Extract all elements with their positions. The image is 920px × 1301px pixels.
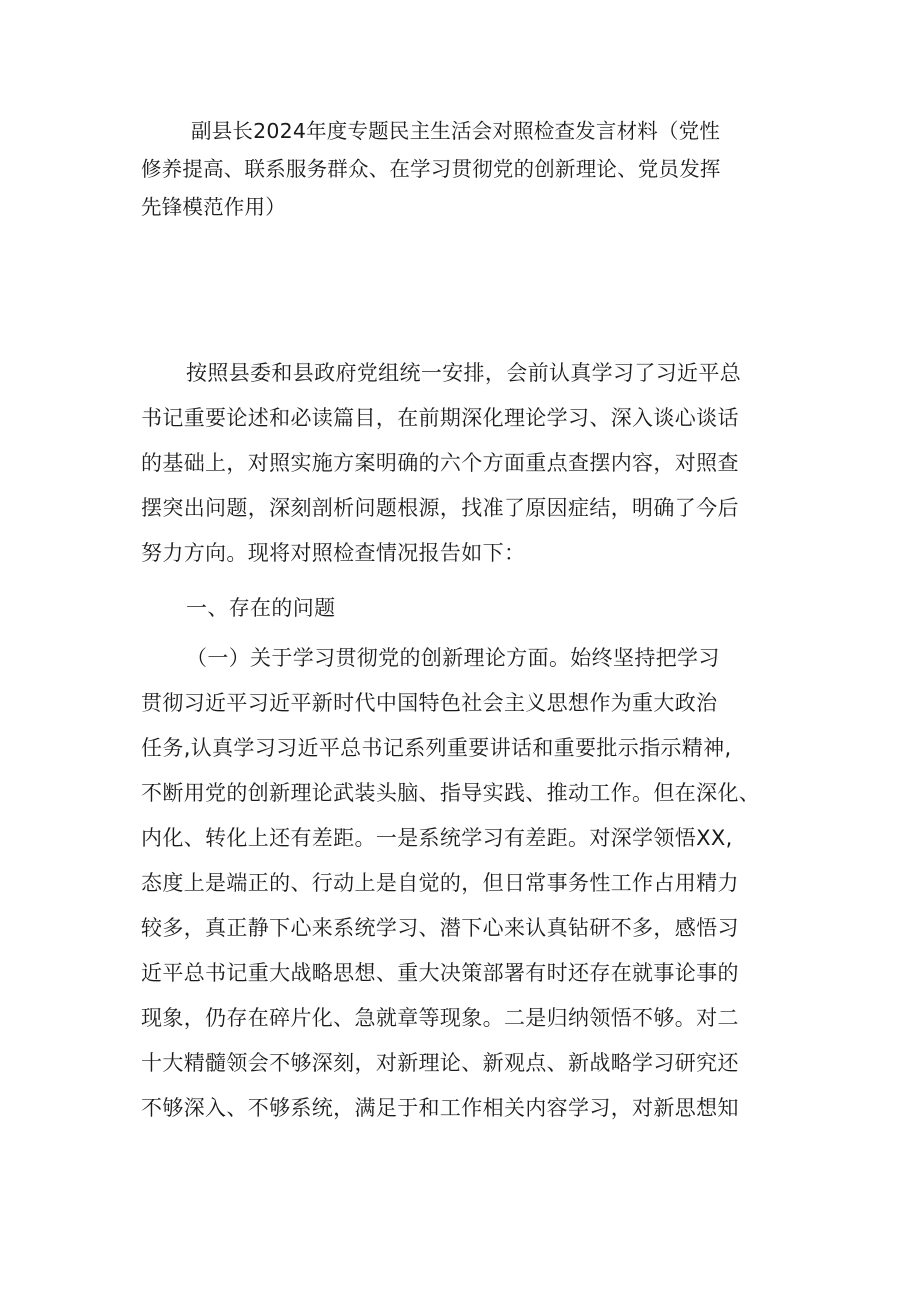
- subsection-line-4: 不断用党的创新理论武装头脑、指导实践、推动工作。但在深化、: [141, 781, 761, 805]
- subsection-line-8: 近平总书记重大战略思想、重大决策部署有时还存在就事论事的: [141, 961, 739, 985]
- section-heading: 一、存在的问题: [186, 596, 336, 620]
- subsection-line-7: 较多，真正静下心来系统学习、潜下心来认真钻研不多，感悟习: [141, 916, 739, 940]
- subsection-line-9: 现象，仍存在碎片化、急就章等现象。二是归纳领悟不够。对二: [141, 1006, 739, 1030]
- intro-line-4: 摆突出问题，深刻剖析问题根源，找准了原因症结，明确了今后: [141, 496, 739, 520]
- subsection-line-10: 十大精髓领会不够深刻，对新理论、新观点、新战略学习研究还: [141, 1051, 739, 1075]
- intro-line-5: 努力方向。现将对照检查情况报告如下：: [141, 541, 526, 565]
- subsection-line-3: 任务,认真学习习近平总书记系列重要讲话和重要批示指示精神,: [141, 736, 732, 760]
- title-line-2: 修养提高、联系服务群众、在学习贯彻党的创新理论、党员发挥: [141, 157, 721, 181]
- intro-line-3: 的基础上，对照实施方案明确的六个方面重点查摆内容，对照查: [141, 451, 739, 475]
- intro-line-1: 按照县委和县政府党组统一安排，会前认真学习了习近平总: [186, 361, 742, 385]
- subsection-line-1: （一）关于学习贯彻党的创新理论方面。始终坚持把学习: [186, 646, 720, 670]
- subsection-line-11: 不够深入、不够系统，满足于和工作相关内容学习，对新思想知: [141, 1096, 739, 1120]
- intro-line-2: 书记重要论述和必读篇目，在前期深化理论学习、深入谈心谈话: [141, 406, 739, 430]
- title-line-1: 副县长2024年度专题民主生活会对照检查发言材料（党性: [191, 119, 721, 143]
- subsection-line-5: 内化、转化上还有差距。一是系统学习有差距。对深学领悟XX,: [141, 826, 733, 850]
- title-line-3: 先锋模范作用）: [141, 195, 286, 219]
- subsection-line-6: 态度上是端正的、行动上是自觉的，但日常事务性工作占用精力: [141, 871, 739, 895]
- subsection-line-2: 贯彻习近平习近平新时代中国特色社会主义思想作为重大政治: [141, 691, 718, 715]
